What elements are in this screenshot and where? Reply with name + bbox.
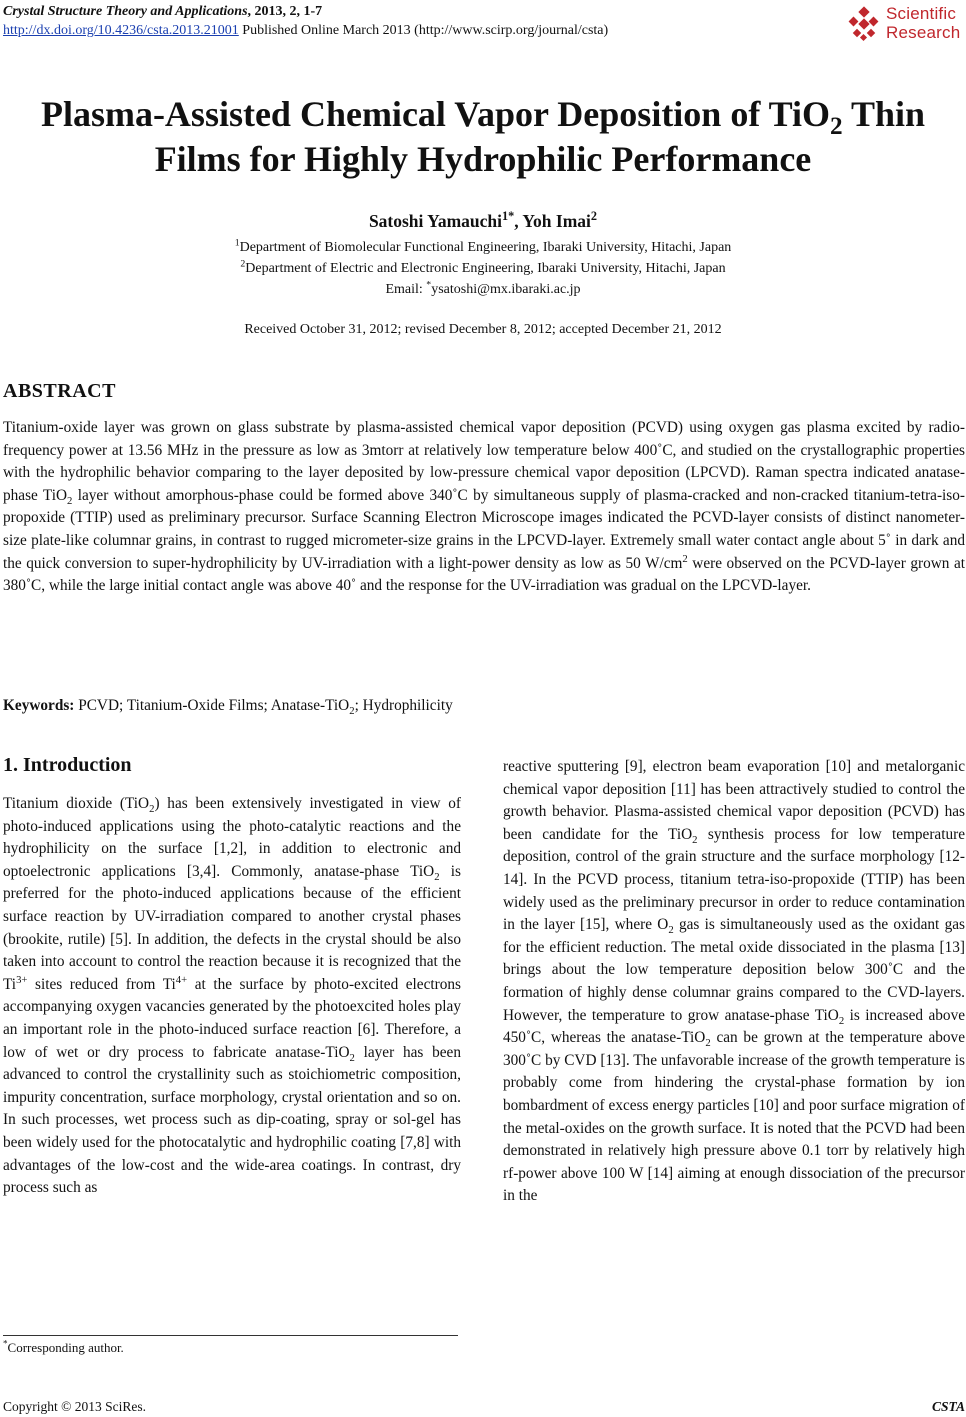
scirp-logo-icon [846,6,882,42]
section-heading-introduction: 1. Introduction [3,754,132,776]
page-footer [3,1398,965,1416]
logo-text-line1: Scientific [886,4,957,23]
footnote-divider [3,1335,458,1336]
logo-text-line2: Research [886,23,961,42]
doi-line [3,21,608,40]
body-column-right: reactive sputtering [9], electron beam evaporation [10] and metalorganic chemical vapor deposition [11] has been attractively studied to control the growth behavior. Plasma-assisted chemical vapor deposition (PCVD) has been candidate for the TiO$_2$ synthesis process for low temperature deposition, control of the grain structure and the surface morphology [12-14]. In the PCVD process, titanium tetra-iso-propoxide (TTIP) has been widely used as the preliminary precursor in order to reduce contamination in the layer [15], where $O_2$ gas is simultaneously used as the oxidant gas for the efficient reduction. The metal oxide dissociated in the plasma [13] brings about the low temperature deposition below 300˚C and the formation of highly dense columnar grains compared to the CVD-layers. However, the temperature to grow anatase-phase TiO$_2$ is increased above 450˚C, whereas the anatase-TiO$_2$ can be grown at the temperature above 300˚C by CVD [13]. The unfavorable increase of the growth temperature is probably come from hindering the crystal-phase formation by ion bombardment of excess energy particles [10] and poor surface migration of the metal-oxides on the growth surface. It is noted that the PCVD had been demonstrated in relatively high pressure above 0.1 torr by relatively high rf-power above 100 W [14] aiming at enough dissociation of the precursor in the [503,758,966,1205]
received-dates: Received October 31, 2012; revised December 8, 2012; accepted December 21, 2012 [244,322,722,337]
publisher-logo [846,4,966,44]
paper-title [0,92,966,182]
body-column-left: Titanium dioxide (TiO$_2$) has been extensively investigated in view of photo-induced applications using the photo-catalytic reactions and the hydrophilicity on the surface [1,2], in addition to electronic and optoelectronic applications [3,4]. Commonly, anatase-phase TiO$_2$ is preferred for the photo-induced applications because of the efficient surface reaction by UV-irradiation compared to another crystal phases (brookite, rutile) [5]. In addition, the defects in the crystal should be also taken into account to control the reaction because it is recognized that the $Ti^{3+}$ sites reduced from $Ti^{4+}$ at the surface by photo-excited electrons accompanying oxygen vacancies generated by the photoexcited holes play an important role in the photo-induced surface reaction [6]. Therefore, a low of wet or dry process to fabricate anatase-TiO$_2$ layer has been advanced to control the crystallinity such as stoichiometric composition, impurity concentration, surface morphology, crystal orientation and so on. In such processes, wet process such as dip-coating, spray or sol-gel has been widely used for the photocatalytic and hydrophilic coating [7,8] with advantages of the low-cost and the wide-area coatings. In contrast, dry process such as [3,795,461,1197]
keywords-label: Keywords: [3,697,75,714]
running-header [3,2,608,40]
keywords: Keywords: PCVD; Titanium-Oxide Films; Anatase-TiO$_2$; Hydrophilicity [3,697,453,718]
affiliation-2: $^2$Department of Electric and Electronic Engineering, Ibaraki University, Hitachi, Japan [240,258,726,276]
abstract-body: Titanium-oxide layer was grown on glass substrate by plasma-assisted chemical vapor deposition (PCVD) using oxygen gas plasma excited by radio-frequency power at 13.56 MHz in the pressure as low as 3mtorr at relatively low temperature below 400˚C, and studied on the crystallographic properties with the hydrophilic behavior comparing to the layer deposited by low-pressure chemical vapor deposition (LPCVD). Raman spectra indicated anatase-phase TiO$_2$ layer without amorphous-phase could be formed above 340˚C by simultaneous supply of plasma-cracked and non-cracked titanium-tetra-iso-propoxide (TTIP) used as preliminary precursor. Surface Scanning Electron Microscope images indicated the PCVD-layer consists of distinct nanometer-size plate-like columnar grains, in contrast to rugged micrometer-size grains in the LPCVD-layer. Extremely small water contact angle about 5˚ in dark and the quick conversion to super-hydrophilicity by UV-irradiation with a light-power density as low as 50 $W/cm^2$ were observed on the PCVD-layer grown at 380˚C, while the large initial contact angle was above 40˚ and the response for the UV-irradiation was gradual on the LPCVD-layer. [3,419,966,595]
published-info: Published Online March 2013 (http://www.scirp.org/journal/csta) [238,23,609,38]
journal-name: Crystal Structure Theory and Applications [3,4,248,19]
title-line2: Films for Highly Hydrophilic Performance [154,139,812,179]
footnote: *Corresponding author. [3,1338,124,1355]
copyright: Copyright © 2013 SciRes. [3,1399,147,1414]
volume-info: , 2013, 2, 1-7 [247,4,323,19]
abstract-heading: ABSTRACT [3,380,116,402]
author-email: Email: *ysatoshi@mx.ibaraki.ac.jp [385,279,581,297]
affiliation-1: $^1$Department of Biomolecular Functional Engineering, Ibaraki University, Hitachi, Japan [234,237,732,255]
doi-link[interactable]: http://dx.doi.org/10.4236/csta.2013.21001 [3,23,239,38]
author-list: Satoshi Yamauchi$^{1*}$, Yoh Imai$^2$ [368,209,598,231]
journal-abbreviation: CSTA [931,1399,965,1414]
title-line1: Plasma-Assisted Chemical Vapor Deposition of TiO$_2$ Thin [40,94,926,141]
journal-citation-line [3,2,608,21]
author-2: , Yoh Imai [514,211,591,231]
author-1: Satoshi Yamauchi [368,211,502,231]
